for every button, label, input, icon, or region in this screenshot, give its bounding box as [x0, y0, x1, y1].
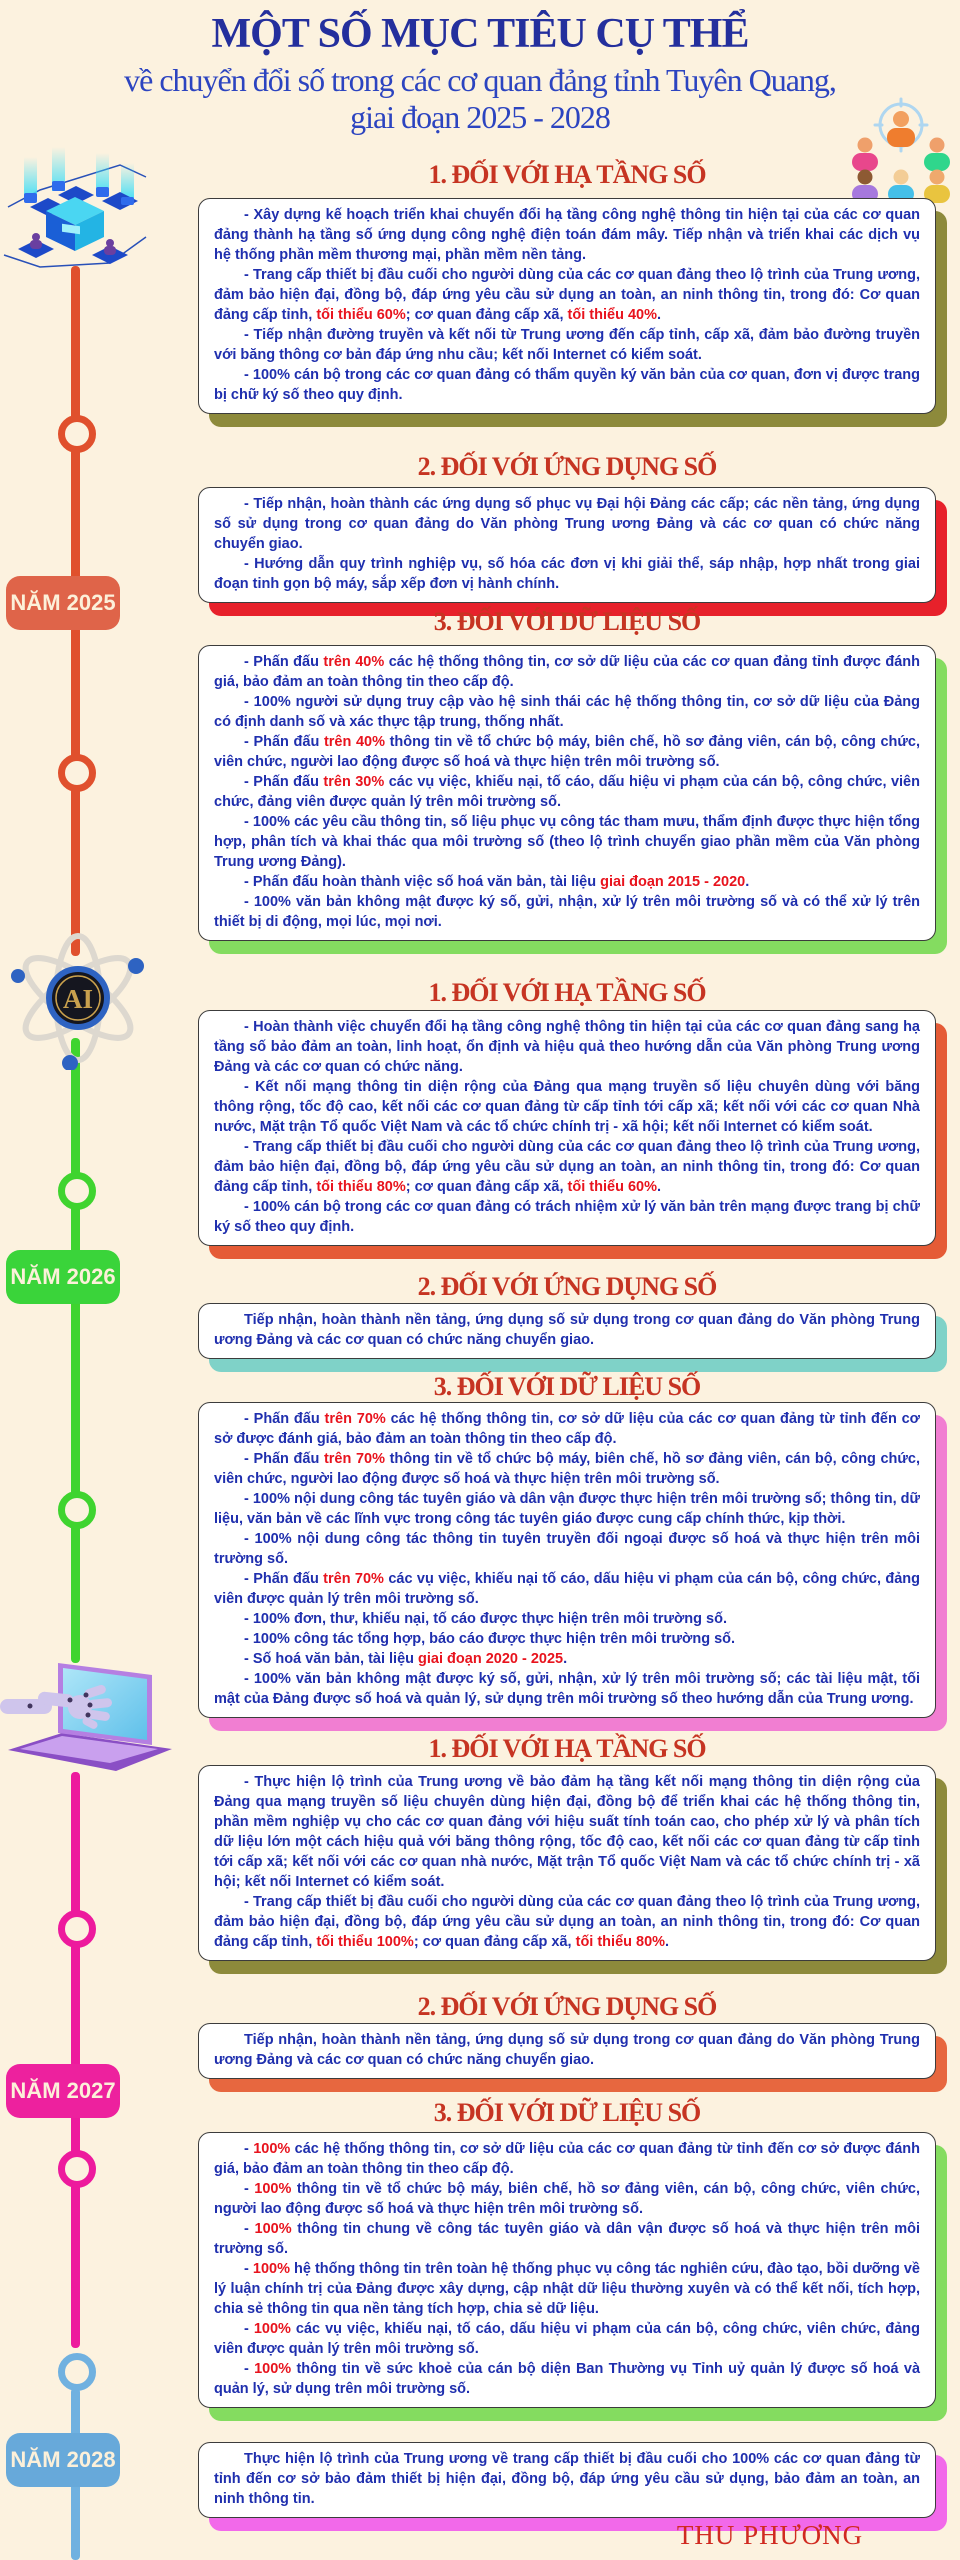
highlighted-text: trên 30% [323, 774, 385, 790]
content-box-2028 [198, 2442, 936, 2518]
paragraph [214, 2179, 920, 2219]
highlighted-text: giai đoạn 2015 - 2020 [600, 874, 746, 890]
highlighted-text: trên 40% [323, 734, 385, 750]
highlighted-text: 100% [254, 2221, 292, 2237]
body-text: - Phấn đấu hoàn thành việc số hoá văn bản, tài liệu [244, 874, 601, 890]
paragraph [214, 1569, 920, 1609]
body-text: - Thực hiện lộ trình của Trung ương về bảo đảm hạ tầng kết nối mạng thông tin diện rộng của Đảng qua mạng truyền số liệu chuyên dùng hiện đại, đồng bộ để triển khai các hệ thống thông tin, phần mềm nghiệp vụ cho các cơ quan đảng với hiệu suất tính toán cao, cho phép xử lý và phân tích dữ liệu lớn một cách hiệu quả với băng thông rộng, tốc độ cao, kết nối các cơ quan đảng từ cấp tỉnh tới cấp xã; kết nối với các cơ quan nhà nước, Mặt trận Tổ quốc Việt Nam và các tổ chức chính trị - xã hội; kết nối Internet có kiểm soát. [214, 1774, 920, 1890]
highlighted-text: trên 70% [323, 1451, 385, 1467]
paragraph [214, 2030, 920, 2070]
body-text: - Trang cấp thiết bị đầu cuối cho người dùng của các cơ quan đảng theo lộ trình của Trung ương, đảm bảo hiện đại, đồng bộ, đáp ứng yêu cầu sử dụng an toàn, an ninh thông tin, trong đó: Cơ quan đảng cấp tỉnh, [214, 1139, 920, 1195]
body-text: - 100% nội dung công tác thông tin tuyên truyền đối ngoại được số hoá và thực hiện trên môi trường số. [214, 1531, 920, 1567]
body-text: . [656, 1179, 662, 1195]
body-text: - Trang cấp thiết bị đầu cuối cho người dùng của các cơ quan đảng theo lộ trình của Trung ương, đảm bảo hiện đại, đồng bộ, đáp ứng yêu cầu sử dụng an toàn, an ninh thông tin, trong đó: Cơ quan đảng cấp tỉnh, [214, 267, 920, 323]
body-text: thông tin về tổ chức bộ máy, biên chế, hồ sơ đảng viên, cán bộ, công chức, viên chức, người lao động được số hoá và thực hiện trên môi trường số. [214, 1451, 920, 1487]
section-heading: 1. ĐỐI VỚI HẠ TẦNG SỐ [428, 160, 706, 189]
body-text: - Hướng dẫn quy trình nghiệp vụ, số hóa các đơn vị khi giải thể, sáp nhập, hợp nhất trong giai đoạn tinh gọn bộ máy, sắp xếp đơn vị hành chính. [214, 556, 920, 592]
body-text: Tiếp nhận, hoàn thành nền tảng, ứng dụng số sử dụng trong cơ quan đảng do Văn phòng Trung ương Đảng và các cơ quan có chức năng chuyển giao. [214, 1312, 920, 1348]
paragraph [214, 554, 920, 594]
body-text: . [656, 307, 662, 323]
body-text: - Phấn đấu [244, 734, 324, 750]
paragraph [214, 325, 920, 365]
highlighted-text: tối thiểu 80% [316, 1179, 406, 1195]
highlighted-text: tối thiểu 100% [316, 1934, 414, 1950]
highlighted-text: tối thiểu 60% [316, 307, 406, 323]
body-text: - [244, 2181, 255, 2197]
paragraph [214, 1077, 920, 1137]
body-text: Tiếp nhận, hoàn thành nền tảng, ứng dụng số sử dụng trong cơ quan đảng do Văn phòng Trung ương Đảng và các cơ quan có chức năng chuyển giao. [214, 2032, 920, 2068]
page-subtitle-line2: giai đoạn 2025 - 2028 [350, 99, 610, 135]
timeline-segment-2027 [71, 1772, 80, 2348]
body-text: - Hoàn thành việc chuyển đổi hạ tầng công nghệ thông tin hiện tại của các cơ quan đảng sang hạ tầng số bảo đảm an toàn, linh hoạt, ổn định và hiệu quả theo hướng dẫn của Văn phòng Trung ương Đảng và các cơ quan có chức năng. [214, 1019, 920, 1075]
highlighted-text: trên 40% [323, 654, 385, 670]
paragraph [214, 1310, 920, 1350]
body-text: - 100% văn bản không mật được ký số, gửi, nhận, xử lý trên môi trường số; các tài liệu mật, tối mật của Đảng được số hoá và quản lý, sử dụng trên môi trường số theo hướng dẫn của Trung ương. [214, 1671, 920, 1707]
paragraph [214, 872, 920, 892]
timeline-node [58, 1172, 96, 1210]
paragraph [214, 1649, 920, 1669]
highlighted-text: giai đoạn 2020 - 2025 [418, 1651, 564, 1667]
paragraph [214, 2319, 920, 2359]
body-text: - 100% người sử dụng truy cập vào hệ sinh thái các hệ thống thông tin, cơ sở dữ liệu của Đảng có định danh số và xác thực tập trung, thống nhất. [214, 694, 920, 730]
body-text: - Kết nối mạng thông tin diện rộng của Đảng qua mạng truyền số liệu chuyên dùng với băng thông rộng, tốc độ cao, kết nối các cơ quan đảng từ cấp tỉnh tới cấp xã; kết nối với các cơ quan Nhà nước, Mặt trận Tổ quốc Việt Nam và các tổ chức chính trị - xã hội; kết nối Internet có kiểm soát. [214, 1079, 920, 1135]
body-text: - Phấn đấu [244, 1411, 325, 1427]
page-subtitle-line1: về chuyển đổi số trong các cơ quan đảng tỉnh Tuyên Quang, [124, 62, 836, 98]
content-box-2027-applications [198, 2023, 936, 2079]
paragraph [214, 1629, 920, 1649]
timeline-node [58, 2150, 96, 2188]
body-text: thông tin về tổ chức bộ máy, biên chế, hồ sơ đảng viên, cán bộ, công chức, viên chức, người lao động được số hoá và thực hiện trên môi trường số. [214, 734, 920, 770]
paragraph [214, 2449, 920, 2509]
body-text: . [665, 1934, 670, 1950]
paragraph [214, 1892, 920, 1952]
content-box-2026-infrastructure [198, 1010, 936, 1246]
paragraph [214, 1529, 920, 1569]
section-heading: 3. ĐỐI VỚI DỮ LIỆU SỐ [433, 2098, 701, 2127]
paragraph [214, 1489, 920, 1529]
body-text: - [244, 2261, 253, 2277]
highlighted-text: trên 70% [324, 1411, 386, 1427]
paragraph [214, 365, 920, 405]
body-text: - 100% công tác tổng hợp, báo cáo được thực hiện trên môi trường số. [244, 1631, 736, 1647]
paragraph [214, 1137, 920, 1197]
paragraph [214, 2359, 920, 2399]
year-badge-2026: NĂM 2026 [6, 1250, 120, 1304]
body-text: - [244, 2361, 255, 2377]
body-text: . [745, 874, 750, 890]
timeline-node [58, 415, 96, 453]
highlighted-text: tối thiểu 60% [567, 1179, 657, 1195]
highlighted-text: 100% [254, 2181, 292, 2197]
body-text: - 100% văn bản không mật được ký số, gửi, nhận, xử lý trên môi trường số và có thể xử lý trên thiết bị di động, mọi lúc, mọi nơi. [214, 894, 920, 930]
content-box-2027-data [198, 2132, 936, 2408]
body-text: - Phấn đấu [244, 1451, 324, 1467]
year-badge-2027: NĂM 2027 [6, 2064, 120, 2118]
svg-text:AI: AI [62, 984, 94, 1014]
timeline-segment-2026 [71, 1038, 80, 1663]
paragraph [214, 892, 920, 932]
highlighted-text: trên 70% [323, 1571, 384, 1587]
year-badge-2028: NĂM 2028 [6, 2433, 120, 2487]
paragraph [214, 2219, 920, 2259]
paragraph [214, 1197, 920, 1237]
year-badge-2025: NĂM 2025 [6, 576, 120, 630]
paragraph [214, 1669, 920, 1709]
paragraph [214, 2139, 920, 2179]
paragraph [214, 772, 920, 812]
highlighted-text: tối thiểu 40% [567, 307, 657, 323]
paragraph [214, 494, 920, 554]
timeline-node [58, 2353, 96, 2391]
body-text: - 100% cán bộ trong các cơ quan đảng có trách nhiệm xử lý văn bản trên mạng được trang bị chữ ký số theo quy định. [214, 1199, 920, 1235]
body-text: - 100% nội dung công tác tuyên giáo và dân vận được thực hiện trên môi trường số; thông tin, dữ liệu, văn bản về các lĩnh vực trong công tác tuyên giáo được cung cấp chính thức, kịp thời. [214, 1491, 920, 1527]
content-box-2027-infrastructure [198, 1765, 936, 1961]
paragraph [214, 812, 920, 872]
body-text: - Phấn đấu [244, 654, 324, 670]
paragraph [214, 652, 920, 692]
laptop-robot-hand-icon [0, 1655, 185, 1780]
body-text: - [244, 2221, 255, 2237]
body-text: các vụ việc, khiếu nại, tố cáo, dấu hiệu vi phạm của cán bộ, công chức, viên chức, đảng viên được quản lý trên môi trường số. [214, 2321, 920, 2357]
section-heading: 3. ĐỐI VỚI DỮ LIỆU SỐ [433, 1372, 701, 1401]
body-text: các hệ thống thông tin, cơ sở dữ liệu của các cơ quan đảng tỉnh được đánh giá, bảo đảm an toàn thông tin theo cấp độ. [214, 654, 920, 690]
section-heading: 2. ĐỐI VỚI ỨNG DỤNG SỐ [417, 1272, 717, 1301]
body-text: hệ thống thông tin trên toàn hệ thống phục vụ công tác nghiên cứu, đào tạo, bồi dưỡng về lý luận chính trị của Đảng được xây dựng, cập nhật dữ liệu thường xuyên và có thể kết nối, tích hợp, chia sẻ thông tin qua nền tảng tích hợp, chia sẻ dữ liệu. [214, 2261, 920, 2317]
highlighted-text: 100% [253, 2321, 291, 2337]
paragraph [214, 1772, 920, 1892]
page-title: MỘT SỐ MỤC TIÊU CỤ THỂ [211, 11, 749, 57]
content-box-2026-applications [198, 1303, 936, 1359]
body-text: - Phấn đấu [244, 774, 324, 790]
section-heading: 1. ĐỐI VỚI HẠ TẦNG SỐ [428, 1734, 706, 1763]
body-text: thông tin về tổ chức bộ máy, biên chế, hồ sơ đảng viên, cán bộ, công chức, viên chức, người lao động được số hoá và thực hiện trên môi trường số. [214, 2181, 921, 2217]
paragraph [214, 1609, 920, 1629]
body-text: các vụ việc, khiếu nại, tố cáo, dấu hiệu vi phạm của cán bộ, công chức, viên chức, đảng viên được quản lý trên môi trường số. [214, 774, 920, 810]
body-text: - [244, 2321, 254, 2337]
content-box-2025-applications [198, 487, 936, 603]
body-text: các hệ thống thông tin, cơ sở dữ liệu của các cơ quan đảng từ tỉnh đến cơ sở được đánh giá, bảo đảm an toàn thông tin theo cấp độ. [214, 1411, 920, 1447]
body-text: - 100% các yêu cầu thông tin, số liệu phục vụ công tác tham mưu, thẩm định được thực hiện tổng hợp, phân tích và khai thác qua môi trường số (theo lộ trình chuyển giao phần mềm của Văn phòng Trung ương Đảng). [214, 814, 920, 870]
body-text: - 100% đơn, thư, khiếu nại, tố cáo được thực hiện trên môi trường số. [244, 1611, 728, 1627]
paragraph [214, 205, 920, 265]
highlighted-text: tối thiểu 80% [575, 1934, 666, 1950]
content-box-2025-infrastructure [198, 198, 936, 414]
body-text: các vụ việc, khiếu nại tố cáo, dấu hiệu vi phạm của cán bộ, công chức, đảng viên được quản lý trên môi trường số. [214, 1571, 920, 1607]
author-credit: THU PHƯƠNG [676, 2520, 864, 2550]
body-text: - Trang cấp thiết bị đầu cuối cho người dùng của các cơ quan đảng theo lộ trình của Trung ương, đảm bảo hiện đại, đồng bộ, đáp ứng yêu cầu sử dụng an toàn, an ninh thông tin, trong đó: Cơ quan đảng cấp tỉnh, [214, 1894, 920, 1950]
section-heading: 2. ĐỐI VỚI ỨNG DỤNG SỐ [417, 1992, 717, 2021]
body-text: thông tin về sức khoẻ của cán bộ diện Ban Thường vụ Tỉnh uỷ quản lý được số hoá và quản lý, sử dụng trên môi trường số. [214, 2361, 921, 2397]
body-text: - Tiếp nhận, hoàn thành các ứng dụng số phục vụ Đại hội Đảng các cấp; các nền tảng, ứng dụng số sử dụng trong cơ quan đảng do Văn phòng Trung ương Đảng và các cơ quan có chức năng chuyển giao. [214, 496, 920, 552]
highlighted-text: 100% [253, 2141, 291, 2157]
body-text: - 100% cán bộ trong các cơ quan đảng có thẩm quyền ký văn bản của cơ quan, đơn vị được trang bị chữ ký số theo quy định. [214, 367, 920, 403]
body-text: Thực hiện lộ trình của Trung ương về trang cấp thiết bị đầu cuối cho 100% các cơ quan đảng từ tỉnh đến cơ sở bảo đảm thiết bị hiện đại, đồng bộ, đáp ứng yêu cầu sử dụng, bảo đảm an toàn, an ninh thông tin. [214, 2451, 920, 2507]
body-text: ; cơ quan đảng cấp xã, [405, 1179, 568, 1195]
body-text: ; cơ quan đảng cấp xã, [405, 307, 568, 323]
content-box-2025-data [198, 645, 936, 941]
body-text: - Số hoá văn bản, tài liệu [244, 1651, 419, 1667]
body-text: - [244, 2141, 254, 2157]
paragraph [214, 692, 920, 732]
network-servers-icon [0, 145, 150, 275]
timeline-node [58, 754, 96, 792]
body-text: - Phấn đấu [244, 1571, 324, 1587]
timeline-node [58, 1491, 96, 1529]
paragraph [214, 265, 920, 325]
body-text: - Xây dựng kế hoạch triển khai chuyển đổi hạ tầng công nghệ thông tin hiện tại của các cơ quan đảng thành hạ tầng số ứng dụng công nghệ điện toán đám mây. Tiếp nhận và triển khai các dịch vụ hệ thống phần mềm thương mại, phần mềm nền tảng. [214, 207, 920, 263]
paragraph [214, 732, 920, 772]
body-text: . [563, 1651, 568, 1667]
body-text: ; cơ quan đảng cấp xã, [413, 1934, 576, 1950]
highlighted-text: 100% [252, 2261, 290, 2277]
section-heading: 3. ĐỐI VỚI DỮ LIỆU SỐ [433, 607, 701, 636]
content-box-2026-data [198, 1402, 936, 1718]
body-text: thông tin chung về công tác tuyên giáo và dân vận được số hoá và thực hiện trên môi trường số. [214, 2221, 920, 2257]
highlighted-text: 100% [254, 2361, 292, 2377]
timeline-node [58, 1910, 96, 1948]
section-heading: 1. ĐỐI VỚI HẠ TẦNG SỐ [428, 978, 706, 1007]
ai-atom-icon [8, 920, 153, 1070]
paragraph [214, 1017, 920, 1077]
paragraph [214, 1409, 920, 1449]
section-heading: 2. ĐỐI VỚI ỨNG DỤNG SỐ [417, 452, 717, 481]
paragraph [214, 1449, 920, 1489]
body-text: các hệ thống thông tin, cơ sở dữ liệu của các cơ quan đảng từ tỉnh đến cơ sở được đánh giá, bảo đảm an toàn thông tin theo cấp độ. [214, 2141, 921, 2177]
paragraph [214, 2259, 920, 2319]
body-text: - Tiếp nhận đường truyền và kết nối từ Trung ương đến cấp tỉnh, cấp xã, đảm bảo đường truyền với băng thông cơ bản đáp ứng nhu cầu; kết nối Internet có kiểm soát. [214, 327, 920, 363]
